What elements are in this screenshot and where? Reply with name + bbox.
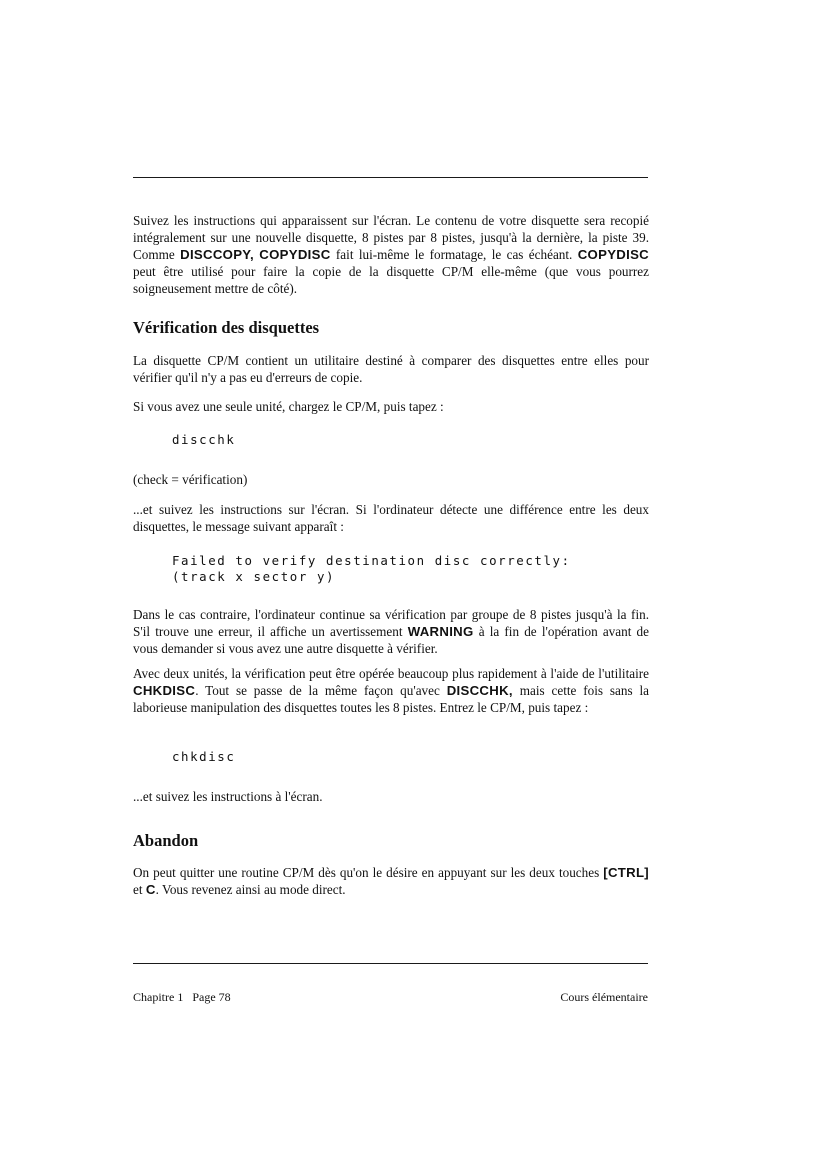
keyword-ctrl: [CTRL] xyxy=(603,865,649,880)
paragraph xyxy=(133,864,649,898)
header-rule xyxy=(133,177,648,178)
text: Avec deux unités, la vérification peut être opérée beaucoup plus rapidement à l'aide de l'utilitaire xyxy=(133,666,649,681)
footer-rule xyxy=(133,963,648,964)
paragraph: ...et suivez les instructions sur l'écran. Si l'ordinateur détecte une différence entre les deux disquettes, le message suivant apparaît : xyxy=(133,502,649,534)
paragraph xyxy=(133,665,649,716)
intro-text: fait lui-même le formatage, le cas échéant. xyxy=(330,247,578,262)
footer-course-title: Cours élémentaire xyxy=(560,990,648,1004)
paragraph: ...et suivez les instructions à l'écran. xyxy=(133,789,323,804)
intro-paragraph xyxy=(133,212,649,297)
command-chkdisc: chkdisc xyxy=(172,749,236,764)
text: . Tout se passe de la même façon qu'avec xyxy=(195,683,447,698)
command-discchk: discchk xyxy=(172,432,236,447)
error-message-line: (track x sector y) xyxy=(172,569,336,584)
keyword-copydisc: COPYDISC xyxy=(259,247,331,262)
section-heading-abandon: Abandon xyxy=(133,831,199,850)
paragraph: (check = vérification) xyxy=(133,472,248,487)
text: Dans le cas contraire, l'ordinateur continue sa vérification par groupe de 8 pistes jusqu'à la fin. S'il trouve une erreur, il affiche un avertissement xyxy=(133,607,649,639)
keyword-chkdisc: CHKDISC xyxy=(133,683,196,698)
section-heading-verification: Vérification des disquettes xyxy=(133,318,320,337)
intro-text: peut être utilisé pour faire la copie de la disquette CP/M elle-même (que vous pourrez soigneusement mettre de côté). xyxy=(133,264,649,296)
paragraph: La disquette CP/M contient un utilitaire destiné à comparer des disquettes entre elles pour vérifier qu'il n'y a pas eu d'erreurs de copie. xyxy=(133,353,649,385)
text: et xyxy=(133,882,146,897)
text: à la fin de l'opération avant de vous demander si vous avez une autre disquette à vérifier. xyxy=(133,624,649,656)
paragraph: Si vous avez une seule unité, chargez le CP/M, puis tapez : xyxy=(133,399,444,414)
text: mais cette fois sans la laborieuse manipulation des disquettes toutes les 8 pistes. Entrez le CP/M, puis tapez : xyxy=(133,683,649,715)
text: . Vous revenez ainsi au mode direct. xyxy=(155,882,346,897)
keyword-copydisc: COPYDISC xyxy=(577,247,649,262)
keyword-c: C xyxy=(145,882,156,897)
keyword-warning: WARNING xyxy=(407,624,474,639)
keyword-disccopy: DISCCOPY, xyxy=(180,247,254,262)
footer-chapter-page: Chapitre 1 Page 78 xyxy=(133,990,231,1004)
paragraph xyxy=(133,606,649,657)
error-message-line: Failed to verify destination disc correctly: xyxy=(172,553,571,568)
intro-text: Suivez les instructions qui apparaissent sur l'écran. Le contenu de votre disquette sera recopié intégralement sur une nouvelle disquette, 8 pistes par 8 pistes, jusqu'à la dernière, la piste 39. Comme xyxy=(133,213,649,262)
keyword-discchk: DISCCHK, xyxy=(446,683,513,698)
text: On peut quitter une routine CP/M dès qu'on le désire en appuyant sur les deux touches xyxy=(133,865,604,880)
